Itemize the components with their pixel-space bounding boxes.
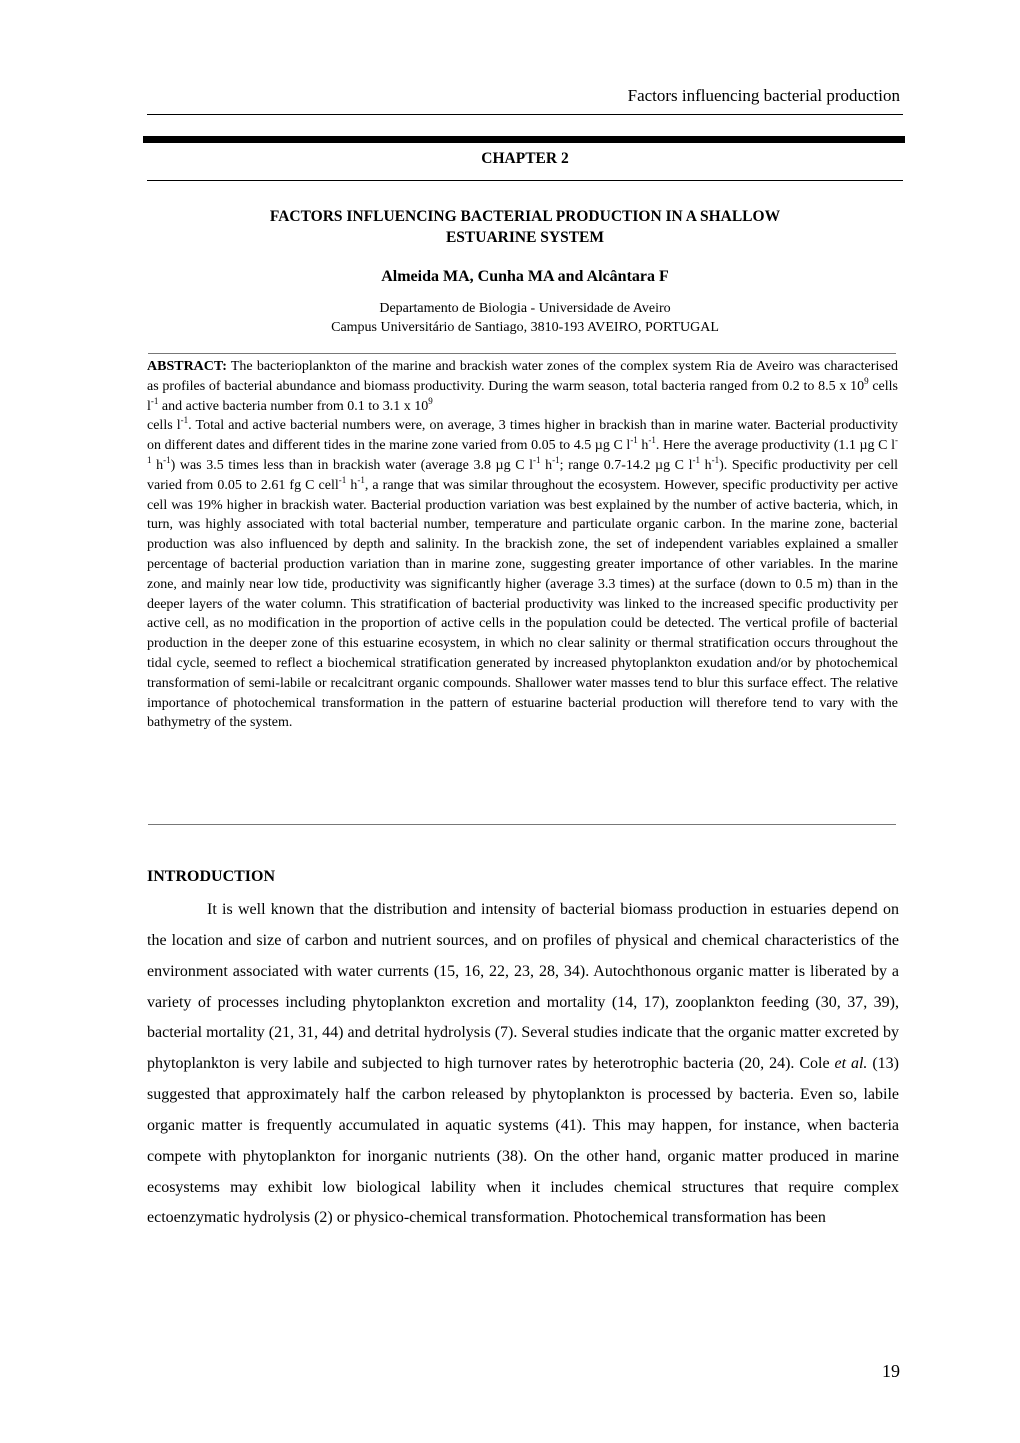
- superscript: -1: [533, 454, 541, 465]
- abstract: [147, 357, 898, 733]
- superscript: -1: [150, 395, 159, 406]
- running-head: Factors influencing bacterial production: [627, 86, 900, 105]
- abstract-text: cells l: [147, 418, 181, 434]
- abstract-text: cells l: [147, 378, 898, 414]
- abstract-text: h: [151, 457, 164, 473]
- page-number: 19: [882, 1361, 900, 1381]
- abstract-text: . Here the average productivity (1.1 µg C l: [655, 438, 895, 454]
- affiliation: [147, 299, 903, 337]
- affiliation-line-2: Campus Universitário de Santiago, 3810-193 AVEIRO, PORTUGAL: [331, 320, 719, 335]
- header-rule: [147, 114, 903, 115]
- superscript: 9: [428, 395, 433, 406]
- abstract-text: h: [700, 457, 712, 473]
- title-line-2: ESTUARINE SYSTEM: [445, 229, 605, 246]
- chapter-rule-thin: [147, 180, 903, 181]
- intro-text: (13) suggested that approximately half the carbon released by phytoplankton is processed by bacteria. Even so, labile organic matter is frequently accumulated in aquatic systems (41). This may happen, for instance, when bacteria compete with phytoplankton for inorganic nutrients (38). On the other hand, organic matter produced in marine ecosystems may exhibit low biological lability when it includes chemical structures that require complex ectoenzymatic hydrolysis (2) or physico-chemical transformation. Photochemical transformation has been: [147, 1055, 900, 1227]
- superscript: -1: [163, 454, 171, 465]
- abstract-text: ) was 3.5 times less than in brackish water (average 3.8 µg C l: [170, 457, 534, 473]
- abstract-text: . Total and active bacterial numbers were, on average, 3 times higher in brackish than in marine water. Bacterial productivity on different dates and different tides in the marine zone varied from 0.05 to 4.5 µg C l: [147, 418, 899, 454]
- intro-text: It is well known that the distribution and intensity of bacterial biomass production in estuaries depend on the location and size of carbon and nutrient sources, and on profiles of physical and chemical characteristics of the environment associated with water currents (15, 16, 22, 23, 28, 34). Autochthonous organic matter is liberated by a variety of processes including phytoplankton excretion and mortality (14, 17), zooplankton feeding (30, 37, 39), bacterial mortality (21, 31, 44) and detrital hydrolysis (7). Several studies indicate that the organic matter excreted by phytoplankton is very labile and subjected to high turnover rates by heterotrophic bacteria (20, 24). Cole: [147, 901, 899, 1073]
- abstract-text: ). Specific productivity per cell varied from 0.05 to 2.61 fg C cell: [147, 457, 899, 493]
- paper-title: [147, 206, 903, 248]
- superscript: -1: [147, 435, 898, 465]
- abstract-bottom-rule: [148, 824, 896, 825]
- abstract-text: , a range that was similar throughout the ecosystem. However, specific productivity per active cell was 19% higher in brackish water. Bacterial production variation was best explained by the number of active bacteria, which, in turn, was highly associated with total bacterial number, temperature and particulate organic carbon. In the marine zone, bacterial production was also influenced by depth and salinity. In the brackish zone, the set of independent variables explained a smaller percentage of bacterial production variation than in marine zone, suggesting greater importance of other variables. In the marine zone, and mainly near low tide, productivity was significantly higher (average 3.3 times) at the surface (down to 0.5 m) than in the deeper layers of the water column. This stratification of bacterial productivity was linked to the increased specific productivity per active cell, as no modification in the proportion of active cells in the population could be detected. The vertical profile of bacterial production in the deeper zone of this estuarine ecosystem, in which no clear salinity or thermal stratification occurs throughout the tidal cycle, seemed to reflect a biochemical stratification generated by increased phytoplankton exudation and/or by photochemical transformation of semi-labile or recalcitrant organic compounds. Shallower water masses tend to blur this surface effect. The relative importance of photochemical transformation in the pattern of estuarine bacterial production will therefore tend to vary with the bathymetry of the system.: [147, 477, 899, 731]
- affiliation-line-1: Departamento de Biologia - Universidade de Aveiro: [379, 301, 671, 316]
- superscript: -1: [338, 474, 347, 485]
- abstract-text: and active bacteria number from 0.1 to 3.1 x 10: [158, 398, 429, 414]
- chapter-rule-thick: [143, 136, 905, 143]
- superscript: -1: [180, 415, 189, 426]
- superscript: -1: [357, 474, 365, 485]
- abstract-text: ; range 0.7-14.2 µg C l: [559, 457, 693, 473]
- superscript: -1: [630, 435, 638, 446]
- superscript: -1: [711, 454, 720, 465]
- superscript: -1: [552, 454, 560, 465]
- chapter-label: CHAPTER 2: [481, 150, 569, 167]
- abstract-text: h: [540, 457, 553, 473]
- introduction-paragraph: [147, 895, 899, 1234]
- abstract-top-rule: [148, 353, 896, 354]
- abstract-text: The bacterioplankton of the marine and brackish water zones of the complex system Ria de Aveiro was characterised as profiles of bacterial abundance and biomass productivity. During the warm season, total bacteria ranged from 0.2 to 8.5 x 10: [147, 359, 898, 394]
- superscript: -1: [648, 435, 656, 446]
- intro-italic-et-al: et al.: [834, 1055, 868, 1073]
- introduction-heading: INTRODUCTION: [147, 868, 276, 885]
- abstract-label: ABSTRACT:: [147, 359, 227, 374]
- abstract-text: h: [346, 477, 358, 493]
- title-line-1: FACTORS INFLUENCING BACTERIAL PRODUCTION IN A SHALLOW: [269, 208, 781, 225]
- abstract-text: h: [637, 438, 649, 454]
- superscript: -1: [692, 454, 700, 465]
- authors: Almeida MA, Cunha MA and Alcântara F: [381, 268, 669, 285]
- superscript: 9: [864, 375, 869, 386]
